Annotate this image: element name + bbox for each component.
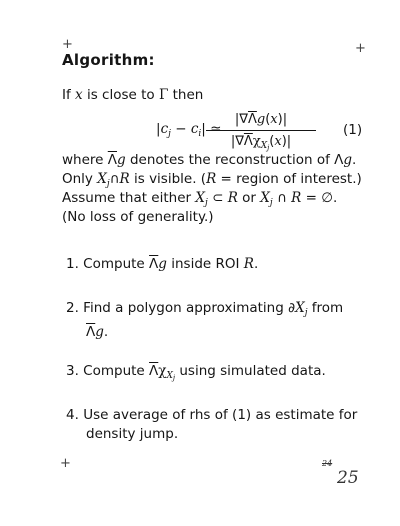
step-2: 2. Find a polygon approximating $\partial X_j$ from $\overline{\Lambda}g$. (66, 300, 344, 340)
para-line-3: Assume that either $X_j$ ⊂ R or $X_j$ ∩ R = ∅. (62, 190, 338, 208)
step-1: 1. Compute $\overline{\Lambda}g$ inside ROI R. (66, 256, 259, 272)
step-2-number: 2. (66, 300, 79, 316)
registration-mark-top-left: + (62, 37, 73, 52)
step-3: 3. Compute $\overline{\Lambda}\chi_{X_j}$ using simulated data. (66, 363, 326, 382)
step-2-continuation: $\overline{\Lambda}g$. (86, 324, 109, 340)
registration-mark-top-right: + (355, 41, 366, 56)
fraction-bar (206, 130, 316, 131)
para-line-1: where $\overline{\Lambda}g$ denotes the reconstruction of Λg. (62, 152, 357, 168)
step-4-continuation: density jump. (86, 426, 179, 442)
para-line-2: Only $X_j\cap R$ is visible. (R = region of interest.) (62, 171, 362, 189)
algorithm-title: Algorithm: (62, 51, 155, 69)
handwritten-old-page-number: 24 (322, 459, 333, 468)
equation-fraction (206, 110, 316, 151)
step-3-number: 3. (66, 363, 79, 379)
equation-lhs: $|c_j - c_i|$ ≃ (156, 121, 222, 139)
step-1-number: 1. (66, 256, 79, 272)
equation-1 (156, 110, 356, 156)
handwritten-page-number: 25 (337, 468, 359, 488)
equation-number: (1) (343, 122, 363, 138)
para-line-4: (No loss of generality.) (62, 209, 214, 225)
equation-denominator: $|\nabla\overline{\Lambda}\chi_{X_j}(x)|$ (230, 134, 292, 152)
intro-line: If x is close to Γ then (62, 87, 204, 103)
step-4-text: Use average of rhs of (1) as estimate for (83, 407, 358, 423)
equation-numerator: $|\nabla\overline{\Lambda}g(x)|$ (234, 112, 288, 127)
step-4-number: 4. (66, 407, 79, 423)
registration-mark-bottom-left: + (60, 456, 71, 471)
step-4 (66, 406, 357, 444)
